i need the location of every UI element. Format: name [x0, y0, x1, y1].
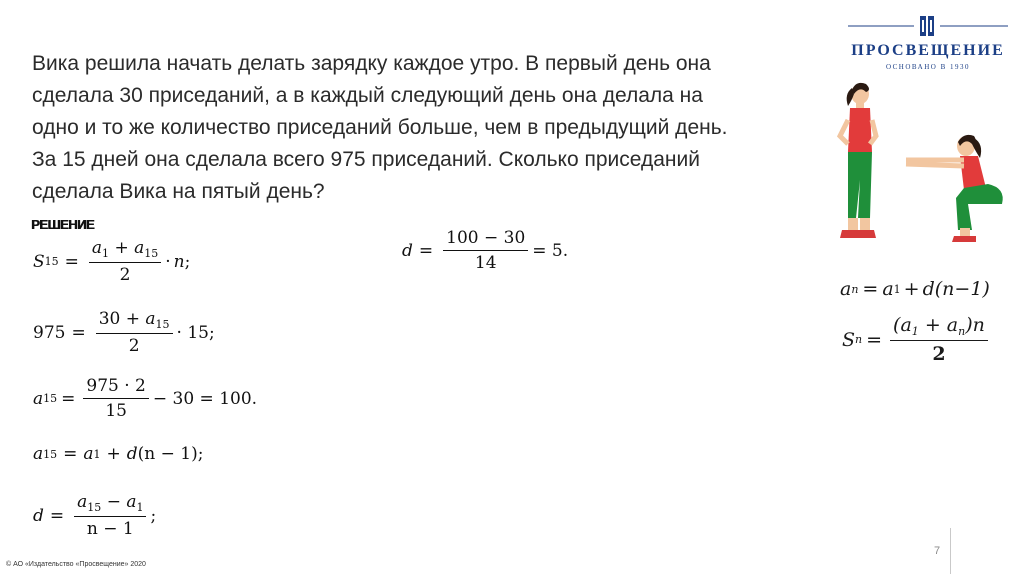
- subscript: 1: [893, 282, 901, 296]
- equals-sign: =: [63, 444, 78, 464]
- reference-formula-sn: [842, 314, 992, 365]
- value: · 15;: [176, 322, 215, 343]
- operator: +: [903, 278, 920, 300]
- value: 975: [33, 322, 66, 343]
- numerator: [89, 238, 161, 263]
- value: 2: [932, 343, 946, 365]
- operator: +: [106, 444, 121, 464]
- value: − 30 = 100.: [152, 388, 258, 409]
- value: 30 +: [98, 309, 140, 329]
- numerator: [74, 492, 146, 517]
- brand-founded: ОСНОВАНО В 1930: [886, 63, 970, 71]
- footer-divider: [950, 528, 951, 574]
- fraction: [74, 492, 146, 539]
- symbol: a: [840, 278, 852, 300]
- numerator: 100 − 30: [443, 228, 528, 251]
- brand-name: ПРОСВЕЩЕНИЕ: [851, 42, 1005, 59]
- problem-line: одно и то же количество приседаний больше, чем в предыдущий день.: [32, 116, 728, 139]
- problem-line: сделала 30 приседаний, а в каждый следующий день она делала на: [32, 84, 703, 107]
- symbol: a: [33, 444, 44, 464]
- subscript: 1: [102, 247, 110, 260]
- subscript: n: [851, 282, 859, 296]
- value: (a: [893, 314, 912, 336]
- exercise-illustration: [836, 80, 1016, 246]
- operator: −: [106, 492, 121, 512]
- symbol: a: [91, 238, 103, 258]
- page-number: 7: [934, 545, 941, 557]
- subscript: n: [855, 333, 863, 346]
- symbol: a: [882, 278, 894, 300]
- denominator: [929, 341, 948, 365]
- symbol: a: [126, 492, 137, 512]
- reference-formula-an: [840, 278, 990, 300]
- numerator: 975 · 2: [83, 376, 148, 399]
- fraction: [890, 314, 988, 365]
- subscript: 1: [93, 447, 101, 461]
- punctuation: ;: [150, 505, 157, 526]
- symbol: a: [77, 492, 88, 512]
- fraction: [89, 238, 161, 285]
- fraction: [443, 228, 528, 273]
- equals-sign: =: [49, 505, 65, 526]
- formula-nth-term: [33, 444, 203, 464]
- symbol: d: [402, 240, 413, 261]
- copyright: © АО «Издательство «Просвещение» 2020: [6, 561, 146, 568]
- subscript: 1: [136, 501, 144, 514]
- book-icon: [920, 16, 934, 36]
- symbol: d: [126, 444, 138, 464]
- subscript: 15: [87, 501, 102, 514]
- formula-sum-sn: [33, 238, 190, 285]
- standing-woman-figure: [840, 83, 876, 238]
- value: (n − 1);: [137, 444, 204, 464]
- operator: +: [114, 238, 129, 258]
- equals-sign: =: [61, 388, 76, 409]
- subscript: 15: [155, 318, 170, 331]
- subscript: 1: [911, 325, 919, 338]
- value: + a: [924, 314, 959, 336]
- problem-line: Вика решила начать делать зарядку каждое утро. В первый день она: [32, 52, 711, 75]
- formula-substitute-975: [33, 309, 215, 356]
- equals-sign: =: [71, 322, 86, 343]
- symbol: a: [145, 309, 156, 329]
- squatting-woman-figure: [906, 135, 1003, 242]
- numerator: [96, 309, 173, 334]
- symbol: d: [922, 278, 935, 300]
- subscript: n: [958, 325, 966, 338]
- problem-line: сделала Вика на пятый день?: [32, 180, 325, 203]
- numerator: [890, 314, 988, 341]
- denominator: 2: [119, 265, 131, 285]
- symbol: S: [33, 251, 45, 272]
- subscript: 15: [44, 255, 59, 268]
- symbol: n: [173, 251, 185, 272]
- operator: ·: [165, 251, 171, 272]
- equals-sign: =: [64, 251, 79, 272]
- symbol: a: [33, 388, 44, 409]
- fraction: [83, 376, 148, 421]
- fraction: [96, 309, 173, 356]
- problem-text: [32, 48, 822, 208]
- symbol: a: [83, 444, 94, 464]
- equals-sign: =: [866, 328, 883, 351]
- formula-a15-value: [33, 376, 257, 421]
- problem-line: За 15 дней она сделала всего 975 приседаний. Сколько приседаний: [32, 148, 700, 171]
- formula-d-expression: [33, 492, 156, 539]
- equals-sign: =: [418, 240, 434, 261]
- formula-d-value: [402, 228, 568, 273]
- equals-sign: =: [862, 278, 879, 300]
- denominator: 2: [128, 336, 140, 356]
- value: = 5.: [532, 240, 569, 261]
- subscript: 15: [43, 447, 58, 461]
- punctuation: ;: [184, 251, 191, 272]
- subscript: 15: [43, 392, 58, 405]
- denominator: 14: [474, 253, 497, 273]
- denominator: n − 1: [86, 519, 134, 539]
- value: (n−1): [934, 278, 990, 300]
- symbol: d: [33, 505, 44, 526]
- denominator: 15: [105, 401, 127, 421]
- symbol: S: [842, 328, 856, 351]
- value: )n: [965, 314, 985, 336]
- solution-label: РЕШЕНИЕ: [31, 217, 94, 232]
- symbol: a: [134, 238, 145, 258]
- subscript: 15: [144, 247, 159, 260]
